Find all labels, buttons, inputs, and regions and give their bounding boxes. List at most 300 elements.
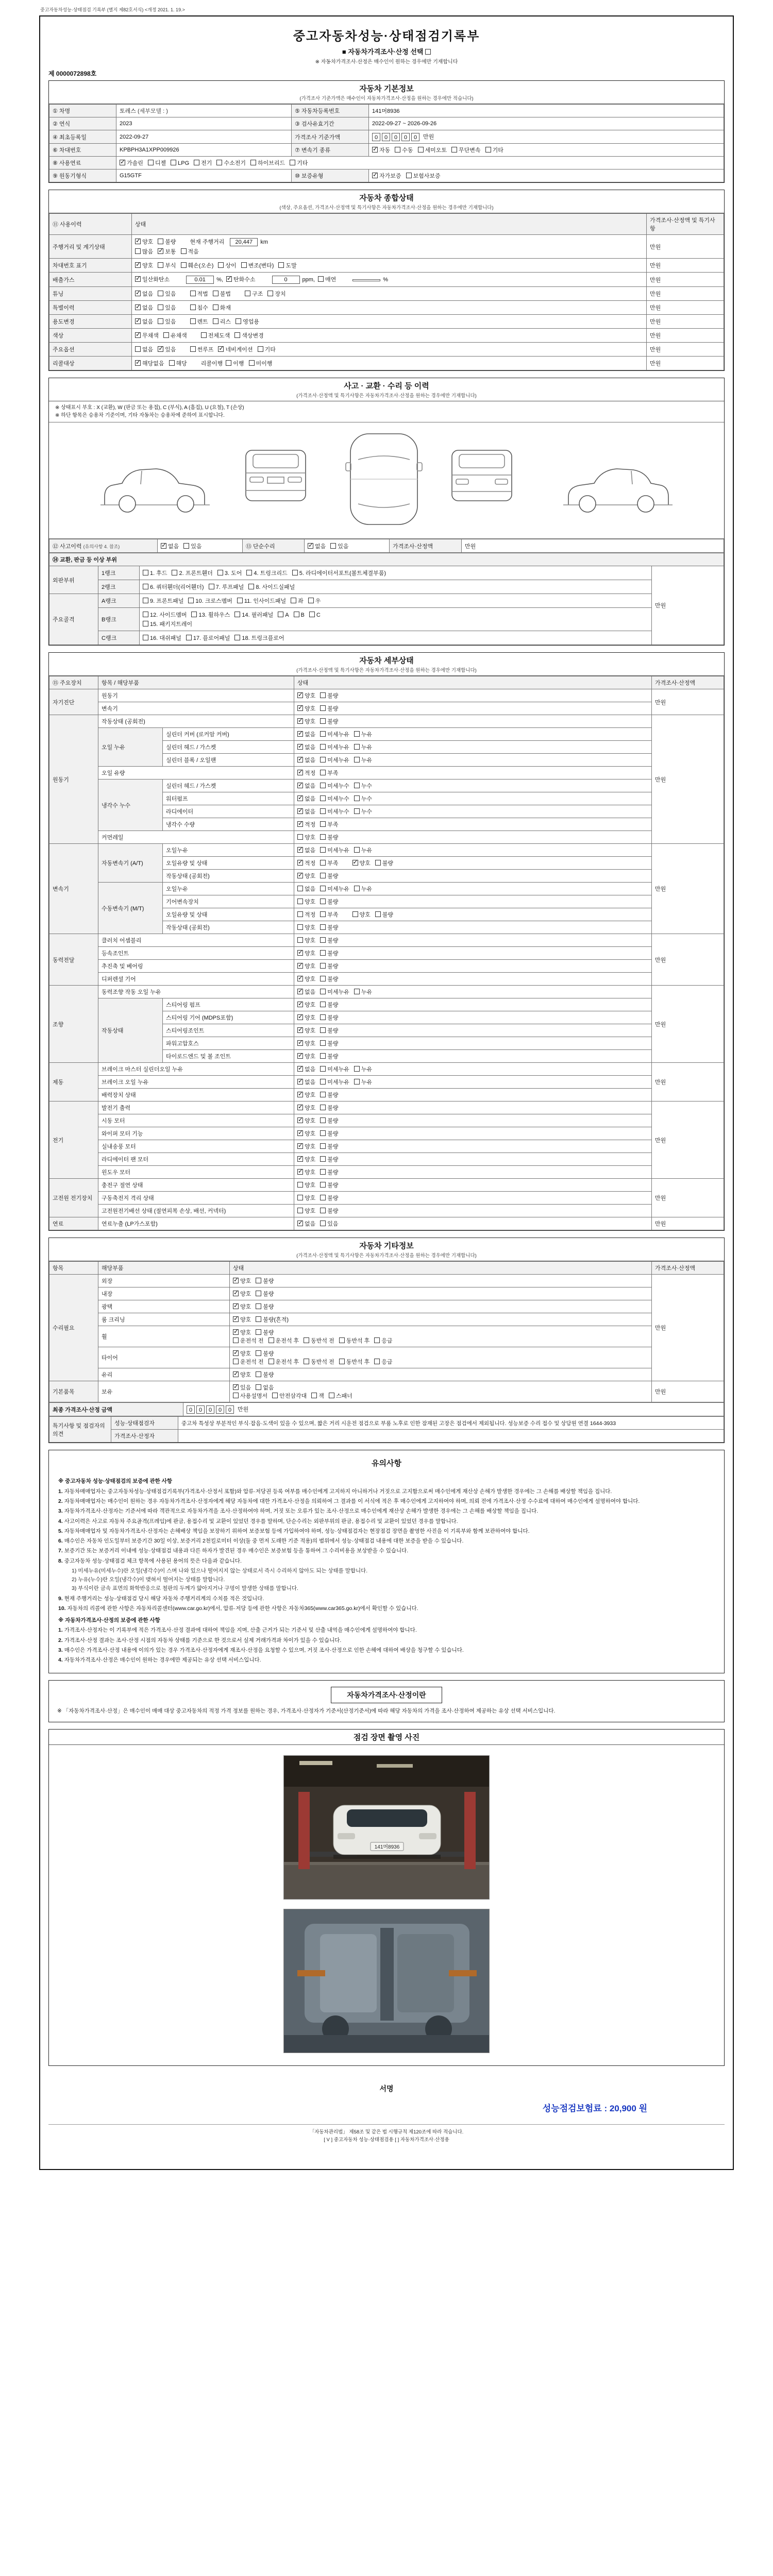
- checkbox-option[interactable]: [143, 597, 183, 605]
- checkbox-option[interactable]: [233, 1349, 251, 1358]
- checkbox-option[interactable]: [213, 290, 231, 298]
- checkbox-option[interactable]: [256, 1302, 274, 1311]
- checkbox[interactable]: [297, 1053, 303, 1059]
- checkbox[interactable]: [158, 291, 163, 296]
- checkbox-option[interactable]: [234, 611, 273, 619]
- checkbox-option[interactable]: [354, 743, 372, 751]
- checkbox[interactable]: [297, 1092, 303, 1097]
- checkbox[interactable]: [256, 1303, 261, 1309]
- checkbox[interactable]: [158, 346, 163, 352]
- checkbox-option[interactable]: [135, 331, 159, 340]
- checkbox-option[interactable]: [308, 597, 321, 605]
- checkbox-option[interactable]: [304, 1358, 334, 1366]
- checkbox[interactable]: [183, 543, 189, 549]
- checkbox[interactable]: [233, 1278, 239, 1283]
- checkbox-option[interactable]: [234, 331, 264, 340]
- checkbox[interactable]: [308, 598, 314, 603]
- checkbox[interactable]: [354, 886, 360, 891]
- checkbox-option[interactable]: [218, 261, 236, 269]
- value-box[interactable]: 0.01: [186, 276, 214, 284]
- checkbox[interactable]: [297, 1027, 303, 1033]
- checkbox-option[interactable]: [256, 1315, 289, 1324]
- checkbox-option[interactable]: [158, 345, 176, 353]
- checkbox-option[interactable]: [320, 1194, 338, 1202]
- checkbox[interactable]: [297, 950, 303, 956]
- checkbox-option[interactable]: [135, 359, 164, 367]
- checkbox[interactable]: [236, 318, 241, 324]
- checkbox-option[interactable]: [320, 1052, 338, 1060]
- checkbox[interactable]: [158, 248, 163, 254]
- checkbox[interactable]: [320, 860, 326, 866]
- checkbox-option[interactable]: [308, 542, 326, 550]
- checkbox-option[interactable]: [190, 303, 208, 312]
- checkbox[interactable]: [158, 239, 163, 244]
- checkbox-option[interactable]: [372, 146, 390, 154]
- checkbox-option[interactable]: [297, 1001, 315, 1009]
- checkbox-option[interactable]: [256, 1383, 274, 1392]
- checkbox[interactable]: [135, 248, 141, 254]
- checkbox-option[interactable]: [320, 691, 338, 700]
- checkbox[interactable]: [188, 598, 194, 603]
- checkbox-option[interactable]: [291, 597, 304, 605]
- checkbox[interactable]: [143, 621, 148, 626]
- checkbox[interactable]: [135, 239, 141, 244]
- checkbox-option[interactable]: [354, 807, 372, 816]
- checkbox[interactable]: [297, 770, 303, 775]
- checkbox-option[interactable]: [375, 910, 393, 919]
- checkbox-option[interactable]: [226, 359, 244, 367]
- checkbox-option[interactable]: [248, 583, 295, 591]
- checkbox[interactable]: [297, 821, 303, 827]
- checkbox-option[interactable]: [297, 975, 315, 983]
- checkbox[interactable]: [297, 1014, 303, 1020]
- checkbox[interactable]: [278, 612, 283, 617]
- checkbox-option[interactable]: [297, 1091, 315, 1099]
- checkbox-option[interactable]: [158, 247, 176, 256]
- checkbox-option[interactable]: [320, 743, 349, 751]
- checkbox-option[interactable]: [297, 1026, 315, 1035]
- checkbox-option[interactable]: [320, 807, 349, 816]
- checkbox-option[interactable]: [297, 846, 315, 854]
- checkbox[interactable]: [320, 718, 326, 724]
- checkbox[interactable]: [268, 1359, 274, 1364]
- checkbox[interactable]: [291, 598, 296, 603]
- checkbox[interactable]: [372, 147, 378, 152]
- checkbox[interactable]: [320, 770, 326, 775]
- checkbox-option[interactable]: [339, 1336, 370, 1345]
- checkbox[interactable]: [233, 1329, 239, 1335]
- checkbox-option[interactable]: [233, 1328, 251, 1336]
- checkbox-option[interactable]: [320, 1026, 338, 1035]
- checkbox-option[interactable]: [297, 1181, 315, 1189]
- checkbox-option[interactable]: [190, 317, 208, 326]
- checkbox[interactable]: [135, 332, 141, 338]
- checkbox[interactable]: [169, 360, 175, 366]
- checkbox-option[interactable]: [297, 756, 315, 764]
- checkbox-option[interactable]: [297, 807, 315, 816]
- checkbox-option[interactable]: [143, 620, 192, 628]
- checkbox[interactable]: [372, 173, 378, 178]
- checkbox[interactable]: [297, 1169, 303, 1175]
- checkbox-option[interactable]: [226, 275, 256, 283]
- checkbox[interactable]: [320, 1195, 326, 1200]
- checkbox-option[interactable]: [320, 936, 338, 944]
- checkbox[interactable]: [354, 1079, 360, 1084]
- checkbox[interactable]: [297, 783, 303, 788]
- checkbox-option[interactable]: [320, 975, 338, 983]
- checkbox[interactable]: [292, 570, 298, 575]
- checkbox[interactable]: [354, 757, 360, 762]
- checkbox[interactable]: [135, 276, 141, 282]
- checkbox[interactable]: [297, 989, 303, 994]
- checkbox[interactable]: [330, 543, 336, 549]
- checkbox-option[interactable]: [297, 962, 315, 970]
- value-box[interactable]: 20,447: [230, 238, 258, 246]
- checkbox-option[interactable]: [297, 1194, 315, 1202]
- checkbox[interactable]: [209, 584, 214, 589]
- checkbox-option[interactable]: [354, 1078, 372, 1086]
- checkbox-option[interactable]: [297, 782, 315, 790]
- checkbox-option[interactable]: [354, 730, 372, 738]
- checkbox[interactable]: [250, 160, 256, 165]
- checkbox[interactable]: [354, 847, 360, 853]
- checkbox-option[interactable]: [297, 885, 315, 893]
- checkbox[interactable]: [374, 1337, 380, 1343]
- checkbox-option[interactable]: [304, 1336, 334, 1345]
- checkbox-option[interactable]: [297, 1155, 315, 1163]
- checkbox-option[interactable]: [135, 247, 153, 256]
- checkbox-option[interactable]: [318, 275, 336, 283]
- checkbox[interactable]: [256, 1350, 261, 1356]
- checkbox-option[interactable]: [297, 717, 315, 725]
- checkbox[interactable]: [320, 1002, 326, 1007]
- checkbox[interactable]: [234, 635, 240, 640]
- checkbox[interactable]: [309, 612, 315, 617]
- checkbox[interactable]: [297, 808, 303, 814]
- checkbox-option[interactable]: [233, 1358, 264, 1366]
- checkbox-option[interactable]: [297, 769, 315, 777]
- checkbox-option[interactable]: [320, 1129, 338, 1138]
- checkbox[interactable]: [135, 346, 141, 352]
- checkbox-option[interactable]: [297, 936, 315, 944]
- checkbox-option[interactable]: [213, 303, 231, 312]
- checkbox-option[interactable]: [143, 634, 181, 642]
- checkbox-option[interactable]: [143, 611, 187, 619]
- checkbox-option[interactable]: [245, 290, 263, 298]
- checkbox[interactable]: [354, 808, 360, 814]
- checkbox[interactable]: [217, 570, 223, 575]
- checkbox[interactable]: [297, 963, 303, 969]
- checkbox-option[interactable]: [311, 1392, 324, 1400]
- checkbox[interactable]: [181, 248, 187, 254]
- checkbox[interactable]: [352, 911, 358, 917]
- checkbox-option[interactable]: [172, 569, 212, 577]
- checkbox-option[interactable]: [249, 359, 273, 367]
- checkbox-option[interactable]: [374, 1336, 392, 1345]
- checkbox-option[interactable]: [246, 569, 287, 577]
- checkbox[interactable]: [352, 860, 358, 866]
- checkbox[interactable]: [294, 612, 299, 617]
- checkbox-option[interactable]: [320, 833, 338, 841]
- checkbox-option[interactable]: [135, 261, 153, 269]
- checkbox-option[interactable]: [258, 345, 276, 353]
- checkbox[interactable]: [233, 1291, 239, 1296]
- checkbox[interactable]: [256, 1316, 261, 1322]
- checkbox[interactable]: [190, 291, 196, 296]
- checkbox-option[interactable]: [158, 317, 176, 326]
- checkbox-option[interactable]: [297, 1052, 315, 1060]
- checkbox[interactable]: [320, 1182, 326, 1188]
- checkbox-option[interactable]: [352, 910, 371, 919]
- checkbox[interactable]: [304, 1337, 309, 1343]
- checkbox-option[interactable]: [135, 238, 153, 246]
- checkbox[interactable]: [256, 1278, 261, 1283]
- checkbox[interactable]: [216, 160, 222, 165]
- checkbox[interactable]: [290, 160, 295, 165]
- checkbox[interactable]: [320, 911, 326, 917]
- checkbox[interactable]: [320, 886, 326, 891]
- checkbox-option[interactable]: [216, 159, 246, 167]
- checkbox-option[interactable]: [297, 820, 315, 828]
- checkbox[interactable]: [256, 1291, 261, 1296]
- checkbox[interactable]: [320, 744, 326, 750]
- checkbox[interactable]: [163, 332, 169, 338]
- checkbox-option[interactable]: [320, 820, 338, 828]
- value-box[interactable]: 0: [272, 276, 300, 284]
- checkbox-option[interactable]: [320, 910, 338, 919]
- checkbox-option[interactable]: [233, 1370, 251, 1379]
- checkbox[interactable]: [278, 262, 284, 268]
- signature-area[interactable]: [48, 2083, 725, 2094]
- checkbox[interactable]: [233, 1359, 239, 1364]
- checkbox-option[interactable]: [297, 910, 315, 919]
- checkbox[interactable]: [226, 276, 232, 282]
- checkbox-option[interactable]: [297, 949, 315, 957]
- price-survey-select-checkbox[interactable]: [425, 49, 431, 55]
- checkbox-option[interactable]: [181, 261, 214, 269]
- checkbox-option[interactable]: [297, 794, 315, 803]
- checkbox[interactable]: [395, 147, 400, 152]
- checkbox-option[interactable]: [320, 1013, 338, 1022]
- checkbox[interactable]: [171, 160, 176, 165]
- checkbox-option[interactable]: [330, 542, 348, 550]
- checkbox[interactable]: [181, 262, 187, 268]
- checkbox-option[interactable]: [375, 859, 393, 867]
- checkbox[interactable]: [375, 911, 381, 917]
- checkbox[interactable]: [297, 1066, 303, 1072]
- checkbox-option[interactable]: [320, 769, 338, 777]
- checkbox[interactable]: [297, 1182, 303, 1188]
- checkbox[interactable]: [226, 360, 231, 366]
- checkbox-option[interactable]: [354, 846, 372, 854]
- checkbox-option[interactable]: [320, 1168, 338, 1176]
- checkbox[interactable]: [233, 1384, 239, 1390]
- checkbox[interactable]: [320, 834, 326, 840]
- checkbox-option[interactable]: [233, 1383, 251, 1392]
- checkbox-option[interactable]: [297, 1039, 315, 1047]
- checkbox[interactable]: [241, 262, 247, 268]
- checkbox[interactable]: [320, 1027, 326, 1033]
- checkbox[interactable]: [158, 262, 163, 268]
- checkbox[interactable]: [418, 147, 424, 152]
- checkbox-option[interactable]: [256, 1349, 274, 1358]
- checkbox-option[interactable]: [297, 730, 315, 738]
- checkbox-option[interactable]: [297, 833, 315, 841]
- checkbox[interactable]: [320, 976, 326, 981]
- checkbox-option[interactable]: [374, 1358, 392, 1366]
- checkbox[interactable]: [354, 1066, 360, 1072]
- checkbox-option[interactable]: [181, 247, 199, 256]
- checkbox[interactable]: [320, 989, 326, 994]
- checkbox[interactable]: [234, 332, 240, 338]
- checkbox-option[interactable]: [297, 859, 315, 867]
- checkbox[interactable]: [320, 1066, 326, 1072]
- checkbox[interactable]: [320, 808, 326, 814]
- checkbox[interactable]: [320, 1130, 326, 1136]
- checkbox-option[interactable]: [190, 290, 208, 298]
- checkbox-option[interactable]: [320, 846, 349, 854]
- checkbox[interactable]: [297, 1002, 303, 1007]
- checkbox[interactable]: [320, 1040, 326, 1046]
- checkbox[interactable]: [233, 1337, 239, 1343]
- checkbox[interactable]: [320, 899, 326, 904]
- checkbox-option[interactable]: [297, 743, 315, 751]
- checkbox-option[interactable]: [320, 923, 338, 931]
- checkbox-option[interactable]: [320, 730, 349, 738]
- checkbox-option[interactable]: [209, 583, 244, 591]
- checkbox-option[interactable]: [158, 261, 176, 269]
- checkbox-option[interactable]: [256, 1370, 274, 1379]
- checkbox[interactable]: [375, 860, 381, 866]
- checkbox-option[interactable]: [163, 331, 187, 340]
- checkbox-option[interactable]: [485, 146, 503, 154]
- checkbox[interactable]: [297, 744, 303, 750]
- checkbox-option[interactable]: [354, 988, 372, 996]
- checkbox-option[interactable]: [297, 1104, 315, 1112]
- checkbox[interactable]: [297, 911, 303, 917]
- checkbox[interactable]: [297, 731, 303, 737]
- checkbox-option[interactable]: [320, 1142, 338, 1150]
- checkbox[interactable]: [320, 1117, 326, 1123]
- checkbox-option[interactable]: [213, 317, 231, 326]
- checkbox[interactable]: [148, 160, 154, 165]
- checkbox[interactable]: [297, 834, 303, 840]
- checkbox-option[interactable]: [320, 872, 338, 880]
- checkbox[interactable]: [304, 1359, 309, 1364]
- checkbox[interactable]: [120, 160, 125, 165]
- checkbox[interactable]: [320, 1169, 326, 1175]
- checkbox-option[interactable]: [135, 290, 153, 298]
- checkbox-option[interactable]: [297, 1116, 315, 1125]
- checkbox-option[interactable]: [169, 359, 187, 367]
- checkbox[interactable]: [233, 1371, 239, 1377]
- checkbox-option[interactable]: [320, 1155, 338, 1163]
- checkbox[interactable]: [320, 1156, 326, 1162]
- checkbox-option[interactable]: [297, 897, 315, 906]
- checkbox[interactable]: [172, 570, 177, 575]
- checkbox[interactable]: [267, 291, 273, 296]
- checkbox-option[interactable]: [297, 1142, 315, 1150]
- checkbox[interactable]: [485, 147, 491, 152]
- checkbox[interactable]: [194, 160, 199, 165]
- checkbox[interactable]: [297, 924, 303, 930]
- checkbox-option[interactable]: [161, 542, 179, 550]
- checkbox-option[interactable]: [297, 1065, 315, 1073]
- checkbox-option[interactable]: [135, 317, 153, 326]
- checkbox[interactable]: [297, 718, 303, 724]
- checkbox-option[interactable]: [320, 756, 349, 764]
- checkbox-option[interactable]: [297, 872, 315, 880]
- checkbox[interactable]: [297, 873, 303, 878]
- checkbox[interactable]: [354, 989, 360, 994]
- checkbox-option[interactable]: [191, 611, 230, 619]
- checkbox-option[interactable]: [297, 1078, 315, 1086]
- checkbox[interactable]: [320, 950, 326, 956]
- checkbox[interactable]: [354, 795, 360, 801]
- checkbox-option[interactable]: [234, 634, 284, 642]
- checkbox-option[interactable]: [320, 717, 338, 725]
- checkbox[interactable]: [320, 963, 326, 969]
- checkbox-option[interactable]: [233, 1290, 251, 1298]
- checkbox[interactable]: [256, 1329, 261, 1335]
- checkbox[interactable]: [297, 1079, 303, 1084]
- checkbox[interactable]: [320, 783, 326, 788]
- checkbox-option[interactable]: [354, 885, 372, 893]
- checkbox[interactable]: [135, 360, 141, 366]
- checkbox[interactable]: [190, 346, 196, 352]
- checkbox[interactable]: [218, 346, 224, 352]
- checkbox[interactable]: [311, 1393, 317, 1398]
- checkbox[interactable]: [297, 757, 303, 762]
- checkbox-option[interactable]: [233, 1277, 251, 1285]
- checkbox-option[interactable]: [297, 691, 315, 700]
- checkbox[interactable]: [246, 570, 252, 575]
- checkbox[interactable]: [143, 612, 148, 617]
- checkbox-option[interactable]: [320, 949, 338, 957]
- checkbox-option[interactable]: [135, 303, 153, 312]
- checkbox[interactable]: [297, 1117, 303, 1123]
- checkbox-option[interactable]: [256, 1277, 274, 1285]
- checkbox-option[interactable]: [236, 317, 259, 326]
- checkbox-option[interactable]: [143, 569, 167, 577]
- checkbox-option[interactable]: [297, 923, 315, 931]
- checkbox[interactable]: [213, 304, 219, 310]
- checkbox[interactable]: [249, 360, 255, 366]
- checkbox[interactable]: [374, 1359, 380, 1364]
- checkbox[interactable]: [320, 924, 326, 930]
- checkbox[interactable]: [297, 1208, 303, 1213]
- checkbox[interactable]: [272, 1393, 278, 1398]
- checkbox[interactable]: [297, 899, 303, 904]
- checkbox[interactable]: [233, 1316, 239, 1322]
- checkbox[interactable]: [248, 584, 254, 589]
- checkbox[interactable]: [320, 873, 326, 878]
- checkbox[interactable]: [297, 1040, 303, 1046]
- checkbox-option[interactable]: [372, 172, 401, 180]
- checkbox-option[interactable]: [320, 1181, 338, 1189]
- checkbox-option[interactable]: [278, 612, 289, 618]
- checkbox-option[interactable]: [278, 261, 296, 269]
- checkbox[interactable]: [320, 795, 326, 801]
- checkbox-option[interactable]: [241, 261, 274, 269]
- checkbox-option[interactable]: [135, 275, 170, 283]
- checkbox-option[interactable]: [194, 159, 212, 167]
- checkbox-option[interactable]: [320, 704, 338, 713]
- checkbox[interactable]: [297, 1105, 303, 1110]
- checkbox[interactable]: [256, 1384, 261, 1390]
- checkbox[interactable]: [297, 1221, 303, 1226]
- checkbox[interactable]: [320, 692, 326, 698]
